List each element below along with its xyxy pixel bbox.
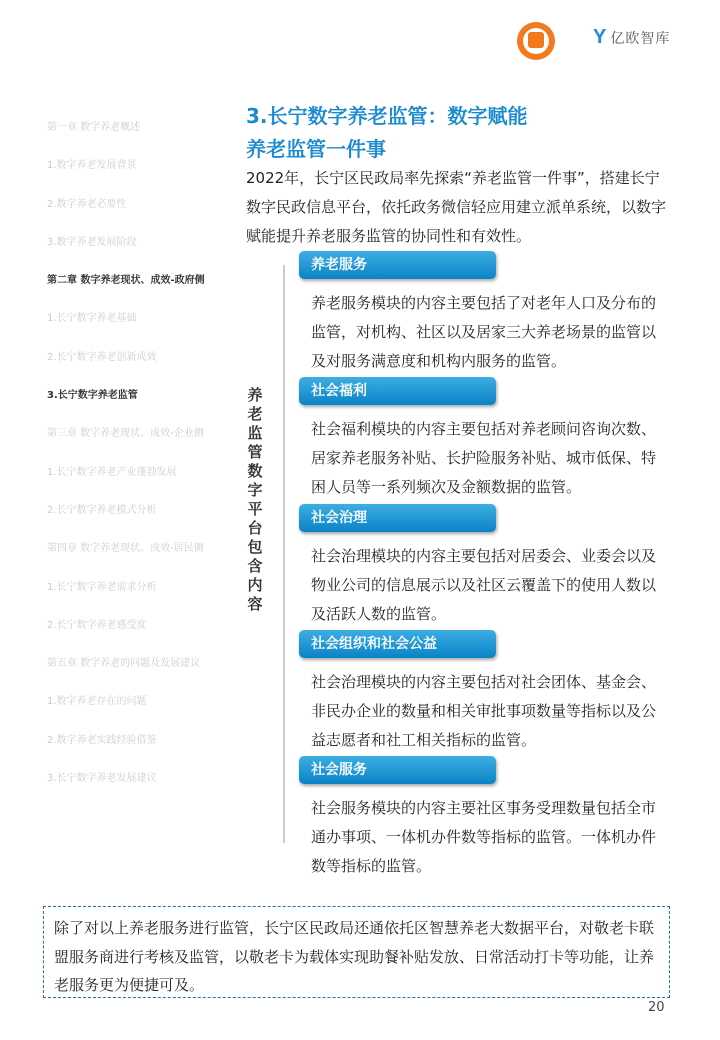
sidebar-item[interactable]: 2.长宁数字养老感受度 (47, 619, 147, 631)
page-number: 20 (648, 1000, 665, 1015)
sidebar-item[interactable]: 第二章 数字养老现状、成效-政府侧 (47, 275, 205, 287)
sidebar-item[interactable]: 第三章 数字养老现状、成效-企业侧 (47, 428, 204, 440)
section-tab: 社会福利 (299, 377, 496, 405)
sidebar-item[interactable]: 2.长宁数字养老创新成效 (47, 351, 157, 363)
brand-logo (593, 26, 670, 49)
intro-paragraph: 2022年，长宁区民政局率先探索“养老监管一件事”，搭建长宁数字民政信息平台，依托政务微信轻应用建立派单系统，以数字赋能提升养老服务监管的协同性和有效性。 (246, 169, 667, 245)
brand-name: 亿欧智库 (610, 30, 671, 47)
section-body: 社会服务模块的内容主要社区事务受理数量包括全市通办事项、一体机办件数等指标的监管。一体机办件数等指标的监管。 (311, 799, 657, 875)
brand-y-icon: Y (593, 26, 607, 48)
sidebar-item[interactable]: 1.数字养老发展背景 (47, 160, 137, 172)
chapter-sidebar (47, 118, 205, 807)
section-tab: 社会服务 (299, 756, 496, 784)
civil-affairs-logo-icon (517, 22, 555, 60)
vertical-label: 养老监管数字平台包含内容 (247, 386, 263, 613)
section-tab: 社会组织和社会公益 (299, 630, 496, 658)
note-box: 除了对以上养老服务进行监管，长宁区民政局还通依托区智慧养老大数据平台，对敬老卡联盟服务商进行考核及监管，以敬老卡为载体实现助餐补贴发放、日常活动打卡等功能，让养老服务更为便捷可及。 (43, 906, 670, 998)
sidebar-item[interactable]: 1.长宁数字养老基础 (47, 313, 137, 325)
sidebar-item[interactable]: 1.长宁数字养老需求分析 (47, 581, 157, 593)
sidebar-item[interactable]: 3.长宁数字养老监管 (47, 390, 138, 402)
sidebar-item[interactable]: 2.长宁数字养老模式分析 (47, 504, 157, 516)
section-body: 社会治理模块的内容主要包括对居委会、业委会以及物业公司的信息展示以及社区云覆盖下的使用人数以及活跃人数的监管。 (311, 547, 657, 623)
sidebar-item[interactable]: 第一章 数字养老概述 (47, 122, 141, 133)
title-line-1: 3.长宁数字养老监管：数字赋能 (246, 104, 528, 128)
section-body: 社会福利模块的内容主要包括对养老顾问咨询次数、居家养老服务补贴、长护险服务补贴、城市低保、特困人员等一系列频次及金额数据的监管。 (311, 420, 657, 496)
sidebar-item[interactable]: 3.数字养老发展阶段 (47, 236, 137, 248)
timeline-divider (283, 265, 285, 843)
sidebar-item[interactable]: 1.数字养老存在的问题 (47, 696, 147, 708)
sidebar-item[interactable]: 2.数字养老实践经验借鉴 (47, 734, 157, 746)
sidebar-item[interactable]: 3.长宁数字养老发展建议 (47, 773, 157, 785)
section-body: 养老服务模块的内容主要包括了对老年人口及分布的监管，对机构、社区以及居家三大养老场景的监管以及对服务满意度和机构内服务的监管。 (311, 294, 657, 370)
sidebar-item[interactable]: 第四章 数字养老现状、成效-居民侧 (47, 543, 204, 555)
sidebar-item[interactable]: 2.数字养老必要性 (47, 198, 127, 210)
sidebar-item[interactable]: 1.长宁数字养老产业蓬勃发展 (47, 466, 177, 478)
section-tab: 养老服务 (299, 251, 496, 279)
section-tab: 社会治理 (299, 504, 496, 532)
title-line-2: 养老监管一件事 (246, 137, 386, 161)
section-title (246, 100, 528, 166)
sidebar-item[interactable]: 第五章 数字养老的问题及发展建议 (47, 658, 201, 670)
section-body: 社会治理模块的内容主要包括对社会团体、基金会、非民办企业的数量和相关审批事项数量等指标以及公益志愿者和社工相关指标的监管。 (311, 673, 657, 749)
